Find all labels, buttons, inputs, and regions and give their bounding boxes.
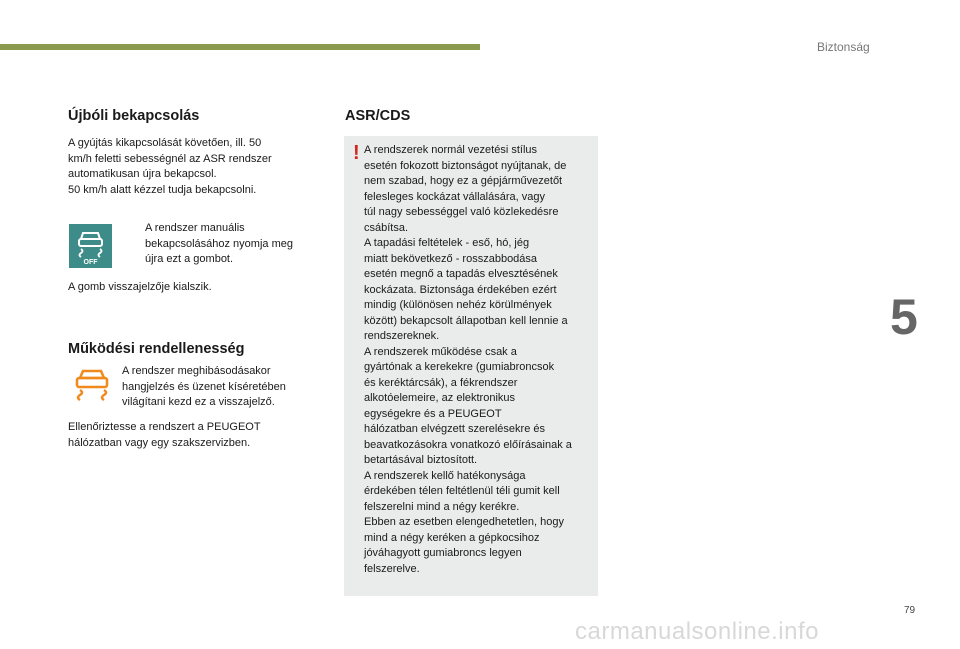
lamp-off-text: A gomb visszajelzője kialszik. [68, 281, 212, 293]
text-line: jóváhagyott gumiabroncs legyen [364, 547, 522, 559]
text-line: A tapadási feltételek - eső, hó, jég [364, 237, 530, 249]
section-header: Biztonság [817, 40, 870, 54]
text-line: Ellenőriztesse a rendszert a PEUGEOT [68, 421, 261, 433]
text-line: A gyújtás kikapcsolását követően, ill. 50 [68, 137, 262, 149]
text-line: gyártónak a kerekekre (gumiabroncsok [364, 361, 555, 373]
text-line: 50 km/h alatt kézzel tudja bekapcsolni. [68, 183, 257, 196]
page-number: 79 [904, 605, 916, 616]
text-line: érdekében télen feltétlenül téli gumit kell [364, 485, 560, 497]
watermark: carmanualsonline.info [575, 618, 819, 645]
top-accent-bar [0, 44, 480, 50]
text-line: Ebben az esetben elengedhetetlen, hogy [364, 516, 564, 528]
text-line: A rendszerek normál vezetési stílus [364, 144, 538, 156]
text-line: A rendszer meghibásodásakor [122, 365, 271, 377]
text-line: kockázata. Biztonsága érdekében ezért [364, 283, 557, 296]
traction-warning-icon [74, 366, 110, 406]
text-line: nem szabad, hogy ez a gépjárművezetőt [364, 175, 563, 187]
text-line: beavatkozásokra vonatkozó előírásainak a [364, 438, 572, 451]
off-label: OFF [83, 259, 98, 266]
text-line: hálózatban vagy egy szakszervizben. [68, 436, 251, 449]
text-line: túl nagy sebességgel való közlekedésre [364, 206, 559, 218]
fault-check-text [68, 420, 261, 451]
text-line: alkotóelemeire, az elektronikus [364, 392, 516, 404]
fault-warning-text [122, 364, 286, 411]
text-line: világítani kezd ez a visszajelző. [122, 396, 275, 408]
text-line: rendszereknek. [364, 330, 440, 342]
text-line: hálózatban elvégzett szerelésekre és [364, 423, 545, 435]
asr-title: ASR/CDS [345, 108, 411, 124]
text-line: felszerelve. [364, 562, 420, 575]
text-line: felesleges kockázat vállalására, vagy [364, 190, 545, 203]
text-line: felszerelni mind a négy kerékre. [364, 500, 520, 513]
text-line: automatikusan újra bekapcsol. [68, 168, 217, 180]
text-line: esetén fokozott biztonságot nyújtanak, de [364, 159, 567, 172]
text-line: egységekre és a PEUGEOT [364, 407, 502, 420]
text-line: hangjelzés és üzenet kíséretében [122, 380, 286, 393]
reenable-title: Újbóli bekapcsolás [68, 108, 200, 124]
text-line: A rendszerek kellő hatékonysága [364, 469, 526, 482]
text-line: és keréktárcsák), a fékrendszer [364, 376, 518, 389]
esp-off-button-icon [69, 224, 112, 268]
text-line: mindig (különösen nehéz körülmények [364, 299, 552, 311]
text-line: A rendszerek működése csak a [364, 345, 517, 358]
reenable-intro [68, 136, 272, 198]
text-line: km/h feletti sebességnél az ASR rendszer [68, 152, 272, 165]
text-line: csábítsa. [364, 221, 409, 234]
text-line: újra ezt a gombot. [145, 253, 234, 265]
text-line: bekapcsolásához nyomja meg [145, 237, 293, 250]
exclamation-warning-icon: ! [353, 142, 360, 164]
text-line: mind a négy keréken a gépkocsihoz [364, 531, 540, 544]
text-line: miatt bekövetkező - rosszabbodása [364, 252, 538, 265]
text-line: esetén megnő a tapadás elvesztésének [364, 268, 558, 280]
text-line: között) bekapcsolt állapotban kell lennie a [364, 314, 568, 327]
text-line: A rendszer manuális [145, 222, 245, 234]
fault-title: Működési rendellenesség [68, 341, 245, 357]
chapter-number: 5 [890, 289, 918, 345]
asr-warning-text [364, 143, 572, 577]
text-line: betartásával biztosított. [364, 454, 478, 466]
